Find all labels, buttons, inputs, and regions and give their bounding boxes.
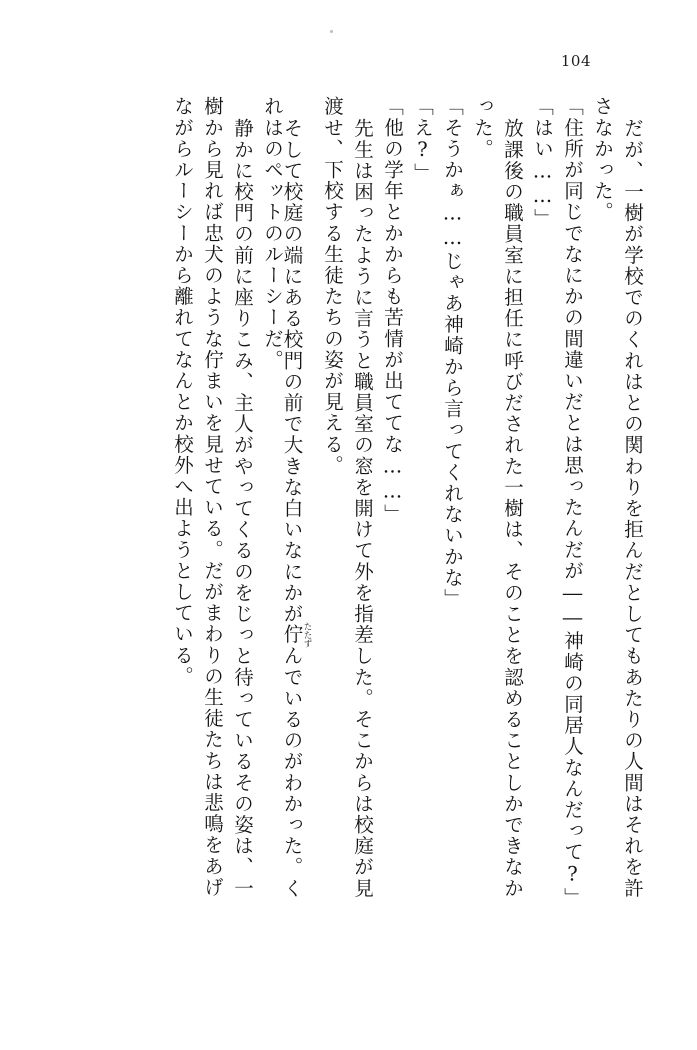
text-line: れはのペットのルーシーだ。 [261, 96, 284, 371]
text-line: ながらルーシーから離れてなんとか校外へ出ようとしている。 [171, 96, 194, 687]
text-line: 「住所が同じでなにかの間違いだとは思ったんだが――神崎の同居人なんだって?」 [561, 96, 584, 909]
dust-speck [330, 30, 333, 33]
text-line: 「はい……」 [531, 96, 554, 230]
text-line: 渡せ、下校する生徒たちの姿が見える。 [321, 96, 344, 476]
text-line: 放課後の職員室に担任に呼びだされた一樹は、そのことを認めることしかできなか [501, 118, 524, 899]
text-line: だが、一樹が学校でのくれはとの関わりを拒んだとしてもあたりの人間はそれを許 [621, 118, 644, 899]
text-line: 静かに校門の前に座りこみ、主人がやってくるのをじっと待っているその姿は、一 [231, 118, 254, 899]
text-line: 「え?」 [411, 96, 434, 184]
ruby-annotation: 佇たたず [280, 622, 312, 648]
vertical-body-text [48, 96, 642, 966]
text-line-with-ruby [282, 96, 312, 899]
text-line: った。 [471, 96, 494, 160]
page-number: 104 [560, 52, 591, 70]
text-line: 「そうかぁ……じゃあ神崎から言ってくれないかな」 [441, 96, 464, 610]
text-line: 先生は困ったように言うと職員室の窓を開けて外を指差した。そこからは校庭が見 [351, 118, 374, 899]
text-line: 「他の学年とかからも苦情が出ててな……」 [381, 96, 404, 525]
ruby-line-text: そして校庭の端にある校門の前で大きな白いなにかが佇たたずんでいるのがわかった。く [280, 118, 312, 899]
text-line: さなかった。 [591, 96, 614, 223]
text-line: 樹から見れば忠犬のような佇まいを見せている。だがまわりの生徒たちは悲鳴をあげ [201, 96, 224, 898]
